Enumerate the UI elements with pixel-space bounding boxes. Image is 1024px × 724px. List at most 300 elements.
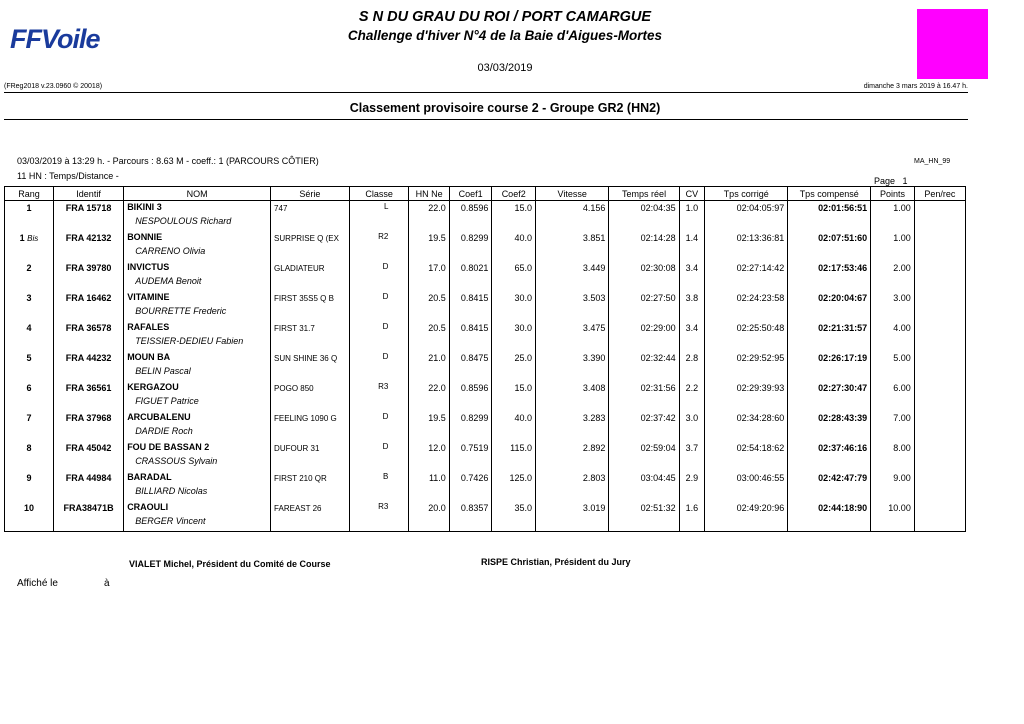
- real-time: 02:27:50: [640, 293, 676, 303]
- speed-cell: [536, 321, 609, 351]
- rank: 8: [26, 443, 32, 453]
- hn-cell: [409, 441, 449, 471]
- boat-name: VITAMINE: [127, 292, 170, 302]
- rank: 4: [26, 323, 32, 333]
- serie-cell: [271, 471, 350, 501]
- table-row: [5, 291, 966, 321]
- penalty-value: [918, 411, 962, 413]
- classe-cell: [349, 501, 409, 532]
- penalty-cell: [914, 471, 965, 501]
- logo-text: FFVoile: [10, 24, 100, 54]
- rank: 1: [26, 203, 32, 213]
- classe-cell: [349, 231, 409, 261]
- penalty-cell: [914, 261, 965, 291]
- column-header: Identif: [53, 187, 123, 201]
- identif-cell: [53, 411, 123, 441]
- coef2-cell: [492, 351, 536, 381]
- cv-cell: [679, 351, 705, 381]
- real-time: 02:37:42: [640, 413, 676, 423]
- boat-name: INVICTUS: [127, 262, 170, 272]
- coef2-cell: [492, 321, 536, 351]
- boat-class: R2: [378, 232, 389, 241]
- table-row: [5, 441, 966, 471]
- corrected-time-cell: [705, 261, 788, 291]
- boat-serie: FAREAST 26: [274, 504, 322, 513]
- classe-cell: [349, 351, 409, 381]
- penalty-cell: [914, 201, 965, 232]
- penalty-cell: [914, 351, 965, 381]
- speed-value: 3.851: [582, 233, 606, 243]
- rank: 7: [26, 413, 32, 423]
- column-header: Coef1: [449, 187, 492, 201]
- classe-cell: [349, 261, 409, 291]
- name-cell: [124, 441, 271, 471]
- coef2-cell: [492, 201, 536, 232]
- corrected-time: 02:04:05:97: [736, 203, 785, 213]
- serie-cell: [271, 381, 350, 411]
- corrected-time-cell: [705, 471, 788, 501]
- classe-cell: [349, 381, 409, 411]
- coef1-cell: [449, 231, 492, 261]
- real-time: 02:51:32: [640, 503, 676, 513]
- rank-cell: [5, 201, 54, 232]
- points-value: 4.00: [893, 323, 911, 333]
- column-header: Série: [271, 187, 350, 201]
- table-row: [5, 411, 966, 441]
- speed-value: 2.892: [582, 443, 606, 453]
- serie-cell: [271, 261, 350, 291]
- coef2-value: 25.0: [514, 353, 533, 363]
- penalty-value: [918, 321, 962, 323]
- real-time-cell: [609, 381, 679, 411]
- corrected-time-cell: [705, 201, 788, 232]
- boat-name: FOU DE BASSAN 2: [127, 442, 210, 452]
- hn-value: 11.0: [428, 473, 446, 483]
- boat-name: KERGAZOU: [127, 382, 179, 392]
- sail-number: FRA 39780: [65, 263, 112, 273]
- hn-cell: [409, 381, 449, 411]
- speed-cell: [536, 471, 609, 501]
- serie-cell: [271, 201, 350, 232]
- compensated-time: 02:21:31:57: [818, 323, 868, 333]
- skipper-name: BILLIARD Nicolas: [135, 486, 208, 496]
- penalty-value: [918, 291, 962, 293]
- rank-cell: [5, 381, 54, 411]
- cv-value: 1.4: [685, 233, 699, 243]
- rank: 9: [26, 473, 32, 483]
- hn-cell: [409, 351, 449, 381]
- divider: [4, 92, 968, 93]
- coef2-value: 40.0: [514, 413, 533, 423]
- identif-cell: [53, 381, 123, 411]
- identif-cell: [53, 351, 123, 381]
- rank-cell: [5, 351, 54, 381]
- speed-cell: [536, 381, 609, 411]
- hn-value: 21.0: [428, 353, 446, 363]
- boat-name: RAFALES: [127, 322, 170, 332]
- boat-class: R3: [378, 382, 389, 391]
- identif-cell: [53, 201, 123, 232]
- serie-cell: [271, 441, 350, 471]
- real-time-cell: [609, 351, 679, 381]
- compensated-time: 02:01:56:51: [818, 203, 868, 213]
- cv-value: 3.4: [685, 263, 699, 273]
- name-cell: [124, 471, 271, 501]
- coef2-cell: [492, 261, 536, 291]
- name-cell: [124, 291, 271, 321]
- penalty-value: [918, 471, 962, 473]
- column-header: Tps compensé: [788, 187, 871, 201]
- rank-cell: [5, 411, 54, 441]
- compensated-time-cell: [788, 321, 871, 351]
- corrected-time-cell: [705, 291, 788, 321]
- penalty-value: [918, 231, 962, 233]
- speed-value: 3.390: [582, 353, 606, 363]
- print-date: dimanche 3 mars 2019 à 16.47 h.: [863, 83, 968, 90]
- skipper-name: CARRENO Olivia: [135, 246, 206, 256]
- coef2-cell: [492, 231, 536, 261]
- name-cell: [124, 261, 271, 291]
- coef1-value: 0.8596: [460, 203, 489, 213]
- points-cell: [871, 441, 915, 471]
- points-cell: [871, 411, 915, 441]
- boat-serie: FIRST 210 QR: [274, 474, 327, 483]
- speed-value: 3.408: [582, 383, 606, 393]
- boat-class: L: [383, 202, 389, 211]
- corrected-time-cell: [705, 321, 788, 351]
- compensated-time-cell: [788, 351, 871, 381]
- rank: 3: [26, 293, 32, 303]
- boat-name: ARCUBALENU: [127, 412, 191, 422]
- magenta-box: [917, 9, 988, 79]
- points-cell: [871, 231, 915, 261]
- skipper-name: AUDEMA Benoit: [135, 276, 202, 286]
- boat-class: B: [383, 472, 389, 481]
- sail-number: FRA 42132: [65, 233, 112, 243]
- penalty-cell: [914, 321, 965, 351]
- cv-cell: [679, 381, 705, 411]
- speed-cell: [536, 501, 609, 532]
- name-cell: [124, 321, 271, 351]
- race-info: 03/03/2019 à 13:29 h. - Parcours : 8.63 M - coeff.: 1 (PARCOURS CÔTIER): [17, 156, 319, 166]
- hn-value: 20.5: [428, 323, 446, 333]
- coef2-cell: [492, 291, 536, 321]
- column-header: Pen/rec: [914, 187, 965, 201]
- coef2-value: 30.0: [514, 293, 533, 303]
- speed-cell: [536, 291, 609, 321]
- table-row: [5, 231, 966, 261]
- speed-value: 2.803: [582, 473, 606, 483]
- corrected-time: 03:00:46:55: [736, 473, 785, 483]
- table-row: [5, 261, 966, 291]
- points-value: 3.00: [893, 293, 911, 303]
- page-label: Page: [874, 176, 896, 186]
- name-cell: [124, 201, 271, 232]
- points-cell: [871, 381, 915, 411]
- corrected-time-cell: [705, 351, 788, 381]
- race-committee-signature: VIALET Michel, Président du Comité de Course: [129, 559, 331, 569]
- compensated-time-cell: [788, 291, 871, 321]
- real-time-cell: [609, 411, 679, 441]
- boat-serie: FIRST 31.7: [274, 324, 315, 333]
- cv-cell: [679, 261, 705, 291]
- coef1-value: 0.8415: [460, 293, 489, 303]
- penalty-value: [918, 261, 962, 263]
- speed-cell: [536, 411, 609, 441]
- corrected-time-cell: [705, 231, 788, 261]
- penalty-cell: [914, 381, 965, 411]
- column-header: Coef2: [492, 187, 536, 201]
- speed-cell: [536, 231, 609, 261]
- points-cell: [871, 351, 915, 381]
- coef1-value: 0.8021: [460, 263, 489, 273]
- boat-class: D: [382, 292, 389, 301]
- column-header: NOM: [124, 187, 271, 201]
- hn-value: 19.5: [428, 233, 446, 243]
- name-cell: [124, 351, 271, 381]
- column-header: Vitesse: [536, 187, 609, 201]
- real-time: 03:04:45: [640, 473, 676, 483]
- speed-cell: [536, 261, 609, 291]
- event-date: 03/03/2019: [477, 62, 533, 74]
- corrected-time: 02:49:20:96: [736, 503, 785, 513]
- compensated-time-cell: [788, 201, 871, 232]
- hn-value: 20.0: [428, 503, 446, 513]
- posted-label: Affiché le: [17, 578, 58, 589]
- compensated-time: 02:17:53:46: [818, 263, 868, 273]
- points-cell: [871, 201, 915, 232]
- name-cell: [124, 381, 271, 411]
- sail-number: FRA 44232: [65, 353, 112, 363]
- sail-number: FRA 36561: [65, 383, 112, 393]
- table-row: [5, 471, 966, 501]
- skipper-name: BELIN Pascal: [135, 366, 191, 376]
- serie-cell: [271, 231, 350, 261]
- classe-cell: [349, 471, 409, 501]
- name-cell: [124, 411, 271, 441]
- compensated-time: 02:07:51:60: [818, 233, 868, 243]
- boat-serie: GLADIATEUR: [274, 264, 325, 273]
- penalty-value: [918, 441, 962, 443]
- skipper-name: TEISSIER-DEDIEU Fabien: [135, 336, 244, 346]
- corrected-time: 02:27:14:42: [736, 263, 785, 273]
- identif-cell: [53, 231, 123, 261]
- cv-value: 2.8: [685, 353, 699, 363]
- compensated-time: 02:42:47:79: [818, 473, 868, 483]
- cv-cell: [679, 321, 705, 351]
- corrected-time: 02:24:23:58: [736, 293, 785, 303]
- coef2-value: 65.0: [514, 263, 533, 273]
- speed-value: 3.449: [582, 263, 606, 273]
- posted-at-label: à: [104, 578, 110, 589]
- boat-serie: SURPRISE Q (EX: [274, 234, 339, 243]
- coef1-value: 0.8596: [460, 383, 489, 393]
- table-row: [5, 201, 966, 232]
- coef2-cell: [492, 441, 536, 471]
- corrected-time-cell: [705, 411, 788, 441]
- boat-class: R3: [378, 502, 389, 511]
- rank-cell: [5, 321, 54, 351]
- boat-class: D: [382, 352, 389, 361]
- classe-cell: [349, 321, 409, 351]
- rank-cell: [5, 261, 54, 291]
- cv-cell: [679, 471, 705, 501]
- serie-cell: [271, 321, 350, 351]
- jury-signature: RISPE Christian, Président du Jury: [481, 557, 631, 567]
- hn-cell: [409, 321, 449, 351]
- skipper-name: BERGER Vincent: [135, 516, 206, 526]
- points-value: 1.00: [893, 233, 911, 243]
- hn-cell: [409, 501, 449, 532]
- real-time-cell: [609, 291, 679, 321]
- column-header: HN Ne: [409, 187, 449, 201]
- speed-value: 3.503: [582, 293, 606, 303]
- cv-cell: [679, 411, 705, 441]
- speed-value: 3.019: [582, 503, 606, 513]
- serie-cell: [271, 291, 350, 321]
- penalty-cell: [914, 231, 965, 261]
- boat-class: D: [382, 442, 389, 451]
- compensated-time: 02:28:43:39: [818, 413, 868, 423]
- hn-value: 12.0: [428, 443, 446, 453]
- corrected-time: 02:29:52:95: [736, 353, 785, 363]
- coef2-cell: [492, 381, 536, 411]
- rank-cell: [5, 501, 54, 532]
- skipper-name: DARDIE Roch: [135, 426, 193, 436]
- classe-cell: [349, 411, 409, 441]
- coef1-cell: [449, 261, 492, 291]
- classe-cell: [349, 201, 409, 232]
- coef2-cell: [492, 471, 536, 501]
- boat-serie: DUFOUR 31: [274, 444, 320, 453]
- coef1-cell: [449, 441, 492, 471]
- boat-name: CRAOULI: [127, 502, 169, 512]
- compensated-time-cell: [788, 471, 871, 501]
- coef1-cell: [449, 471, 492, 501]
- rank: 5: [26, 353, 32, 363]
- coef1-cell: [449, 381, 492, 411]
- coef1-cell: [449, 501, 492, 532]
- software-version: (FReg2018 v.23.0960 © 20018): [4, 83, 103, 90]
- table-row: [5, 501, 966, 532]
- compensated-time-cell: [788, 381, 871, 411]
- penalty-value: [918, 381, 962, 383]
- penalty-cell: [914, 291, 965, 321]
- real-time-cell: [609, 501, 679, 532]
- cv-value: 3.7: [685, 443, 699, 453]
- points-value: 5.00: [893, 353, 911, 363]
- coef2-value: 15.0: [514, 203, 533, 213]
- serie-cell: [271, 351, 350, 381]
- compensated-time: 02:37:46:16: [818, 443, 868, 453]
- compensated-time-cell: [788, 261, 871, 291]
- boat-class: D: [382, 412, 389, 421]
- speed-cell: [536, 351, 609, 381]
- classe-cell: [349, 291, 409, 321]
- sail-number: FRA38471B: [63, 503, 114, 513]
- points-value: 2.00: [893, 263, 911, 273]
- sail-number: FRA 16462: [65, 293, 112, 303]
- rank-cell: [5, 471, 54, 501]
- hn-cell: [409, 231, 449, 261]
- points-value: 8.00: [893, 443, 911, 453]
- rank: 10: [23, 503, 34, 513]
- points-value: 9.00: [893, 473, 911, 483]
- penalty-value: [918, 201, 962, 203]
- speed-value: 3.475: [582, 323, 606, 333]
- coef1-cell: [449, 321, 492, 351]
- column-header: Points: [871, 187, 915, 201]
- hn-value: 22.0: [428, 203, 446, 213]
- boat-name: BARADAL: [127, 472, 172, 482]
- identif-cell: [53, 261, 123, 291]
- serie-cell: [271, 411, 350, 441]
- cv-cell: [679, 231, 705, 261]
- hn-value: 19.5: [428, 413, 446, 423]
- speed-value: 3.283: [582, 413, 606, 423]
- corrected-time-cell: [705, 501, 788, 532]
- rank: 1: [19, 233, 25, 243]
- hn-cell: [409, 411, 449, 441]
- identif-cell: [53, 501, 123, 532]
- points-cell: [871, 321, 915, 351]
- penalty-cell: [914, 411, 965, 441]
- hn-value: 20.5: [428, 293, 446, 303]
- compensated-time: 02:20:04:67: [818, 293, 868, 303]
- table-row: [5, 321, 966, 351]
- table-header: [5, 187, 966, 201]
- points-cell: [871, 261, 915, 291]
- real-time: 02:30:08: [640, 263, 676, 273]
- skipper-name: BOURRETTE Frederic: [135, 306, 227, 316]
- boat-class: D: [382, 262, 389, 271]
- compensated-time-cell: [788, 411, 871, 441]
- cv-value: 2.9: [685, 473, 699, 483]
- compensated-time-cell: [788, 501, 871, 532]
- hn-cell: [409, 261, 449, 291]
- cv-value: 3.4: [685, 323, 699, 333]
- speed-cell: [536, 441, 609, 471]
- serie-cell: [271, 501, 350, 532]
- column-header: CV: [679, 187, 705, 201]
- corrected-time: 02:34:28:60: [736, 413, 785, 423]
- coef1-value: 0.8415: [460, 323, 489, 333]
- boat-name: BONNIE: [127, 232, 163, 242]
- coef1-cell: [449, 351, 492, 381]
- coef1-cell: [449, 201, 492, 232]
- points-cell: [871, 471, 915, 501]
- coef2-cell: [492, 501, 536, 532]
- column-header: Rang: [5, 187, 54, 201]
- page-num: 1: [902, 176, 908, 186]
- cv-cell: [679, 501, 705, 532]
- identif-cell: [53, 321, 123, 351]
- real-time: 02:29:00: [640, 323, 676, 333]
- classe-cell: [349, 441, 409, 471]
- identif-cell: [53, 471, 123, 501]
- real-time-cell: [609, 321, 679, 351]
- coef2-value: 35.0: [514, 503, 533, 513]
- identif-cell: [53, 441, 123, 471]
- coef1-cell: [449, 411, 492, 441]
- real-time: 02:32:44: [640, 353, 676, 363]
- table-row: [5, 351, 966, 381]
- boat-serie: FIRST 35S5 Q B: [274, 294, 334, 303]
- sail-number: FRA 37968: [65, 413, 112, 423]
- cv-value: 1.0: [685, 203, 699, 213]
- corrected-time: 02:54:18:62: [736, 443, 785, 453]
- speed-cell: [536, 201, 609, 232]
